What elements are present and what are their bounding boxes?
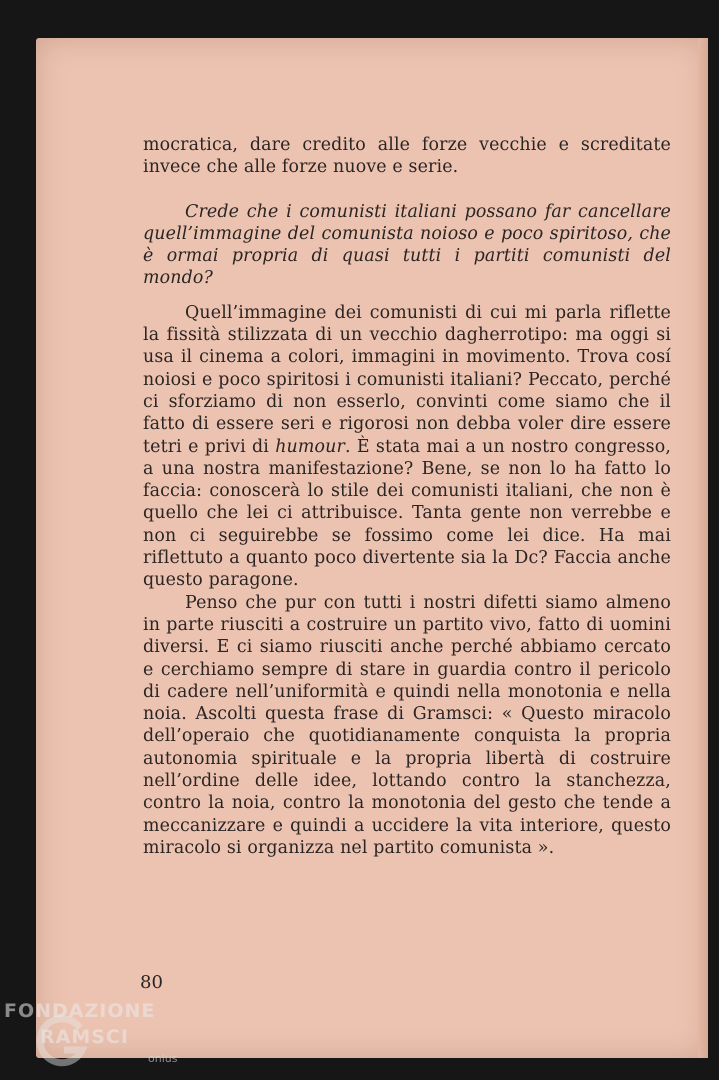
answer-paragraph-1 xyxy=(143,302,671,592)
body-text xyxy=(143,134,671,859)
watermark-line-1: FONDAZIONE xyxy=(4,1000,156,1022)
humour-italic: humour xyxy=(275,436,345,457)
answer-paragraph-1-end: . È stata mai a un nostro congresso, a una nostra manifestazione? Bene, se non lo ha fatto lo faccia: conoscerà lo stile dei comunisti italiani, che non è quello che lei ci attribuisce. Tanta gente non verrebbe e non ci seguirebbe se fossimo come lei dice. Ha mai riflettuto a quanto poco divertente sia la Dc? Faccia anche questo paragone. xyxy=(143,436,672,591)
book-page xyxy=(36,38,708,1058)
interview-question: Crede che i comunisti italiani possano far cancellare quell’immagine del comunista noioso e poco spiritoso, che è ormai propria di quasi tutti i partiti comunisti del mondo? xyxy=(143,201,671,289)
watermark-line-2: RAMSCI xyxy=(40,1026,129,1048)
page-edge xyxy=(698,38,708,1058)
answer-paragraph-2: Penso che pur con tutti i nostri difetti siamo almeno in parte riusciti a costruire un partito vivo, fatto di uomini diversi. E ci siamo riusciti anche perché abbiamo cercato e cerchiamo sempre di stare in guardia contro il pericolo di cadere nell’uniformità e quindi nella monotonia e nella noia. Ascolti questa frase di Gramsci: « Questo miracolo dell’operaio che quotidianamente conquista la propria autonomia spirituale e la propria libertà di costruire nell’ordine delle idee, lottando contro la stanchezza, contro la noia, contro la monotonia del gesto che tende a meccanizzare e quindi a uccidere la vita interiore, questo miracolo si organizza nel partito comunista ». xyxy=(143,592,671,858)
continuation-paragraph: mocratica, dare credito alle forze vecchie e screditate invece che alle forze nuove e serie. xyxy=(143,135,671,178)
answer-paragraph-1-start: Quell’immagine dei comunisti di cui mi parla riflette la fissità stilizzata di un vecchio dagherrotipo: ma oggi si usa il cinema a colori, immagini in movimento. Trova cosí noiosi e poco spiritosi i comunisti italiani? Peccato, perché ci sforziamo di non esserlo, convinti come siamo che il fatto di essere seri e rigorosi non debba voler dire essere tetri e privi di xyxy=(143,302,671,457)
page-number: 80 xyxy=(140,972,163,993)
watermark-line-3: onlus xyxy=(148,1052,178,1065)
